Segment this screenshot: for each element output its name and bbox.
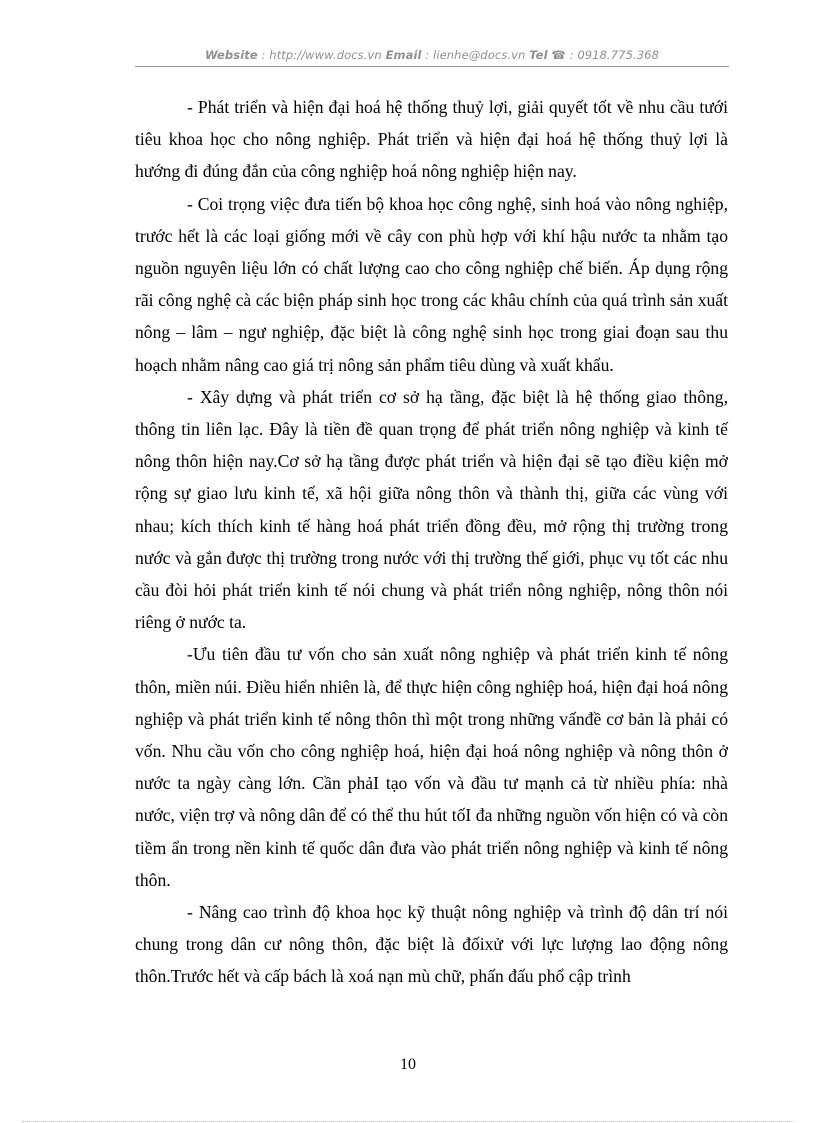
email-value: : lienhe@docs.vn <box>421 48 530 62</box>
tel-value: : 0918.775.368 <box>565 48 659 62</box>
paragraph: - Xây dựng và phát triển cơ sở hạ tầng, đặc biệt là hệ thống giao thông, thông tin liên lạc. Đây là tiền đề quan trọng để phát triển nông nghiệp và kinh tế nông thôn hiện nay.Cơ sở hạ tầng được phát triển và hiện đại sẽ tạo điều kiện mở rộng sự giao lưu kinh tế, xã hội giữa nông thôn và thành thị, giữa các vùng với nhau; kích thích kinh tế hàng hoá phát triển đồng đều, mở rộng thị trường trong nước và gắn được thị trường trong nước với thị trường thế giới, phục vụ tốt các nhu cầu đòi hỏi phát triển kinh tế nói chung và phát triển nông nghiệp, nông thôn nói riêng ở nước ta. <box>135 386 728 633</box>
page-number: 10 <box>400 1056 416 1073</box>
email-label: Email <box>385 48 422 62</box>
paragraph: - Coi trọng việc đưa tiến bộ khoa học công nghệ, sinh hoá vào nông nghiệp, trước hết là các loại giống mới về cây con phù hợp với khí hậu nước ta nhằm tạo nguồn nguyên liệu lớn có chất lượng cao cho công nghiệp chế biến. Áp dụng rộng rãi công nghệ cà các biện pháp sinh học trong các khâu chính của quá trình sản xuất nông – lâm – ngư nghiệp, đặc biệt là công nghệ sinh học trong giai đoạn sau thu hoạch nhằm nâng cao giá trị nông sản phẩm tiêu dùng và xuất khẩu. <box>135 193 728 375</box>
header-divider <box>135 66 729 67</box>
website-label: Website <box>204 48 258 62</box>
body-text <box>135 91 728 993</box>
paragraph: - Nâng cao trình độ khoa học kỹ thuật nông nghiệp và trình độ dân trí nói chung trong dân cư nông thôn, đặc biệt là đốixử với lực lượng lao động nông thôn.Trước hết và cấp bách là xoá nạn mù chữ, phấn đấu phổ cập trình <box>135 902 728 987</box>
paragraph: -Ưu tiên đầu tư vốn cho sản xuất nông nghiệp và phát triển kinh tế nông thôn, miền núi. Điều hiển nhiên là, để thực hiện công nghiệp hoá, hiện đại hoá nông nghiệp và phát triển kinh tế nông thôn thì một trong những vấnđề cơ bản là phải có vốn. Nhu cầu vốn cho công nghiệp hoá, hiện đại hoá nông nghiệp và nông thôn ở nước ta ngày càng lớn. Cần phảI tạo vốn và đầu tư mạnh cả từ nhiều phía: nhà nước, viện trợ và nông dân để có thể thu hút tốI đa những nguồn vốn hiện có và còn tiềm ẩn trong nền kinh tế quốc dân đưa vào phát triển nông nghiệp và kinh tế nông thôn. <box>135 644 728 890</box>
tel-label: Tel <box>529 48 548 62</box>
paragraph: - Phát triển và hiện đại hoá hệ thống thuỷ lợi, giải quyết tốt về nhu cầu tưới tiêu khoa học cho nông nghiệp. Phát triển và hiện đại hoá hệ thống thuỷ lợi là hướng đi đúng đắn của công nghiệp hoá nông nghiệp hiện nay. <box>135 97 728 182</box>
page-header <box>135 48 729 62</box>
phone-icon: ☎ <box>551 48 566 62</box>
website-value: : http://www.docs.vn <box>257 48 386 62</box>
footer-divider <box>22 1121 794 1122</box>
